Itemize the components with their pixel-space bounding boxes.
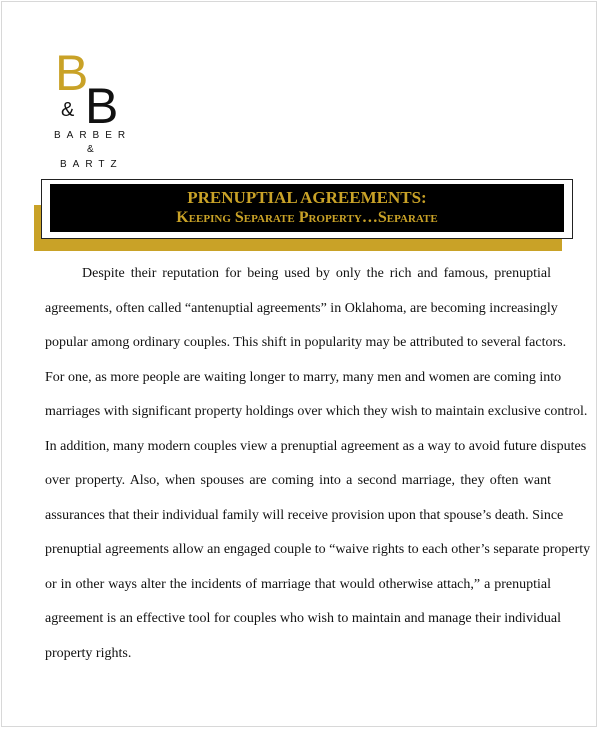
paragraph-line: For one, as more people are waiting longer to marry, many men and women are coming into bbox=[45, 369, 562, 385]
paragraph-line: prenuptial agreements allow an engaged couple to “waive rights to each other’s separate property bbox=[45, 542, 591, 557]
logo-letter-b-gold: B bbox=[55, 45, 89, 101]
paragraph-line: property rights. bbox=[45, 645, 132, 661]
firm-logo bbox=[50, 45, 160, 178]
logo-letter-b-black: B bbox=[85, 78, 119, 134]
logo-firm-ampersand: & bbox=[87, 144, 94, 155]
logo-firm-name-barber: BARBER bbox=[54, 130, 132, 141]
paragraph-line: agreements, often called “antenuptial agreements” in Oklahoma, are becoming increasingly bbox=[45, 300, 558, 316]
paragraph-line: Despite their reputation for being used by only the rich and famous, prenuptial bbox=[82, 266, 551, 281]
paragraph-line: agreement is an effective tool for couples who wish to maintain and manage their individual bbox=[45, 611, 562, 626]
body-paragraph bbox=[45, 257, 591, 671]
paragraph-line: or in other ways alter the incidents of marriage that would otherwise attach,” a prenuptial bbox=[45, 576, 551, 592]
paragraph-line: over property. Also, when spouses are coming into a second marriage, they often want bbox=[45, 473, 551, 488]
paragraph-line: popular among ordinary couples. This shift in popularity may be attributed to several factors. bbox=[45, 335, 567, 350]
title-banner bbox=[50, 184, 564, 232]
paragraph-line: In addition, many modern couples view a prenuptial agreement as a way to avoid future disputes bbox=[45, 438, 587, 454]
banner-title: PRENUPTIAL AGREEMENTS: bbox=[187, 188, 427, 207]
banner-subtitle: Keeping Separate Property…Separate bbox=[176, 209, 438, 226]
paragraph-line: assurances that their individual family will receive provision upon that spouse’s death. Since bbox=[45, 507, 564, 523]
paragraph-line: marriages with significant property holdings over which they wish to maintain exclusive control. bbox=[45, 404, 588, 419]
logo-firm-name-bartz: BARTZ bbox=[60, 159, 123, 170]
logo-ampersand: & bbox=[61, 99, 75, 121]
